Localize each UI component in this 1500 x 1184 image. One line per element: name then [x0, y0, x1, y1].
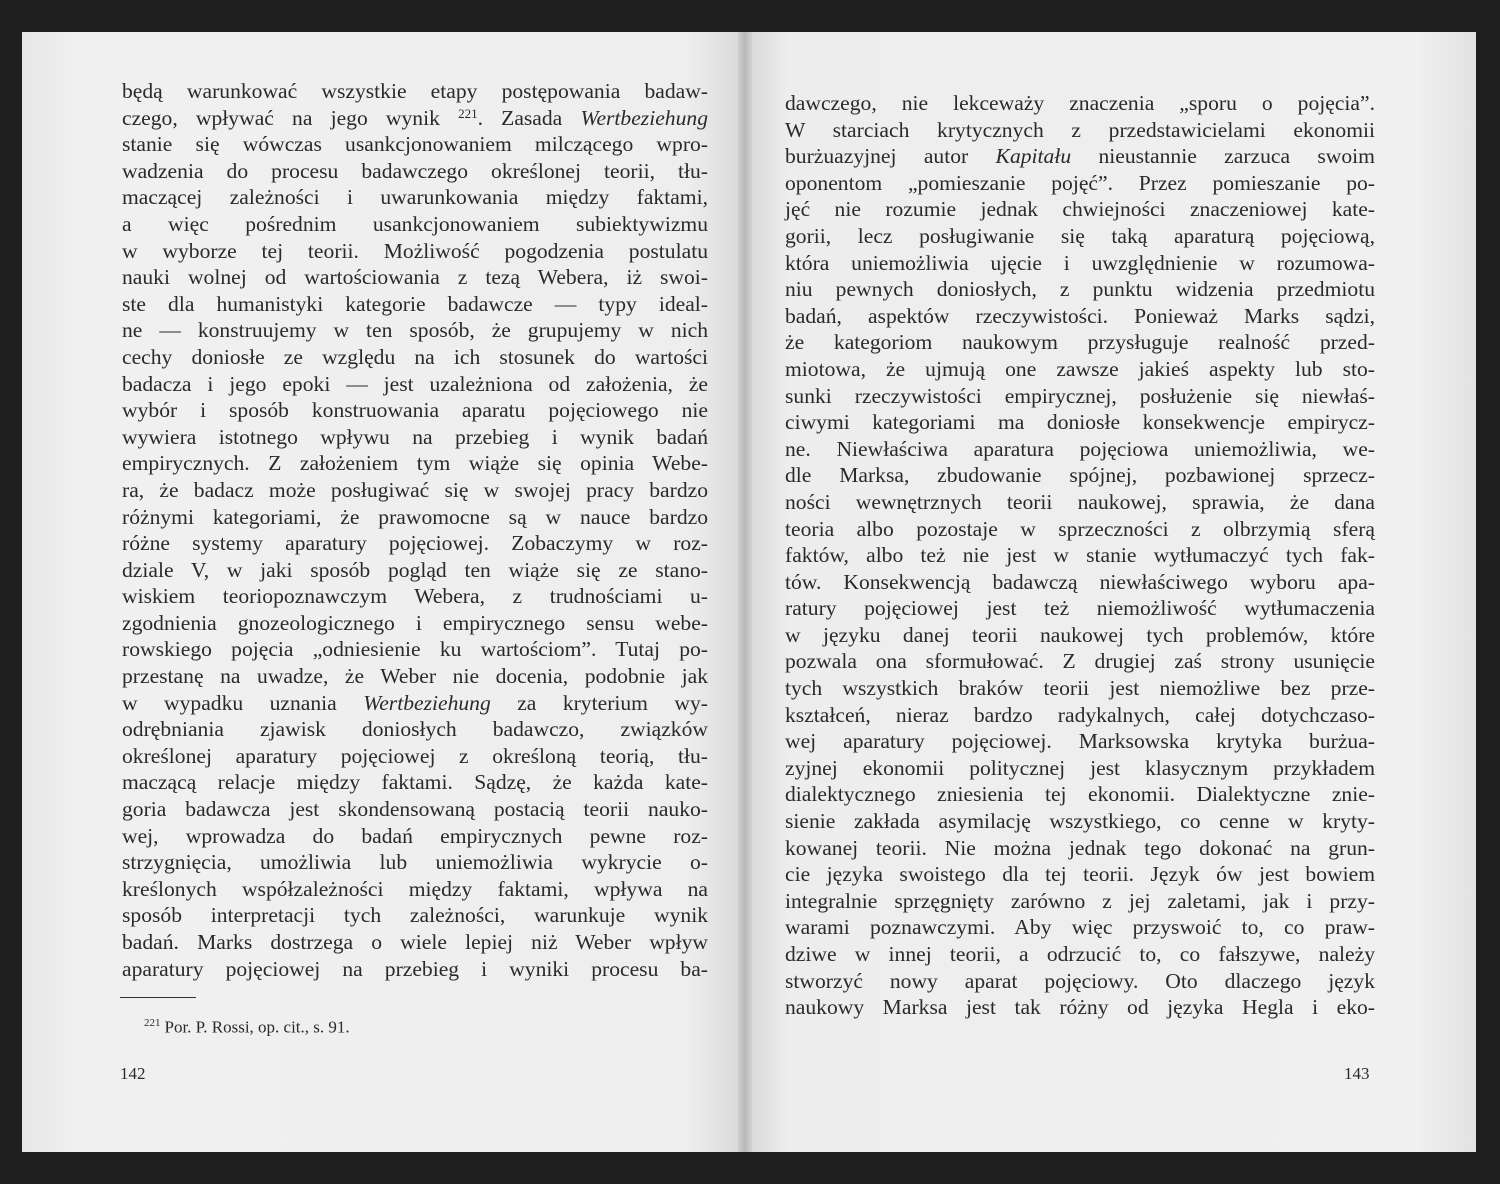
- right-text-line: w języku danej teorii naukowej tych problemów, które: [785, 622, 1375, 647]
- left-text-line: badacza i jego epoki — jest uzależniona od założenia, że: [122, 371, 708, 396]
- left-text-line: kreślonych współzależności między faktami, wpływa na: [122, 876, 708, 901]
- left-text-line: goria badawcza jest skondensowaną postacią teorii nauko-: [122, 797, 708, 822]
- footnote: [144, 1017, 350, 1038]
- left-text-line: wybór i sposób konstruowania aparatu pojęciowego nie: [122, 398, 708, 423]
- right-text-line: badań, aspektów rzeczywistości. Ponieważ Marks sądzi,: [785, 303, 1375, 328]
- right-text-line: cie języka swoistego dla tej teorii. Język ów jest bowiem: [785, 862, 1375, 887]
- right-text-line: dziwe w innej teorii, a odrzucić to, co fałszywe, należy: [785, 942, 1375, 966]
- right-text-line: że kategoriom naukowym przysługuje realność przed-: [785, 330, 1375, 355]
- page-number-left: 142: [120, 1064, 146, 1083]
- right-text-line: miotowa, że ujmują one zawsze jakieś aspekty lub sto-: [785, 356, 1375, 381]
- footnote-rule: [120, 997, 196, 998]
- left-text-line: wadzenia do procesu badawczego określonej teorii, tłu-: [122, 158, 708, 183]
- left-text-line: cechy doniosłe ze względu na ich stosunek do wartości: [122, 344, 708, 369]
- left-text-line: ste dla humanistyki kategorie badawcze — typy ideal-: [122, 291, 708, 316]
- right-text-line: niu pewnych doniosłych, z punktu widzenia przedmiotu: [785, 277, 1375, 302]
- right-text-line: zyjnej ekonomii politycznej jest klasycznym przykładem: [785, 755, 1375, 780]
- right-page-body-text: [785, 90, 1375, 1021]
- right-text-line: teoria albo pozostaje w sprzeczności z olbrzymią sferą: [785, 516, 1375, 541]
- footnote-number: 221: [144, 1017, 161, 1029]
- right-text-line: naukowy Marksa jest tak różny od języka Hegla i eko-: [785, 995, 1375, 1020]
- right-text-line: która uniemożliwia ujęcie i uwzględnienie w rozumowa-: [785, 250, 1375, 275]
- left-text-line: wiskiem teoriopoznawczym Webera, z trudnościami u-: [122, 584, 708, 609]
- left-text-line: dziale V, w jaki sposób pogląd ten wiąże się ze stano-: [122, 557, 708, 582]
- right-text-line: W starciach krytycznych z przedstawicielami ekonomii: [785, 117, 1375, 142]
- left-text-line: empirycznych. Z założeniem tym wiąże się opinia Webe-: [122, 451, 708, 476]
- left-text-line: odrębniania zjawisk doniosłych badawczo, związków: [122, 717, 708, 742]
- right-text-line: gorii, lecz posługiwanie się taką aparaturą pojęciową,: [785, 223, 1375, 248]
- left-text-line: wej, wprowadza do badań empirycznych pewne roz-: [122, 823, 708, 848]
- right-text-line: kowanej teorii. Nie można jednak tego dokonać na grun-: [785, 835, 1375, 860]
- right-text-line: stworzyć nowy aparat pojęciowy. Oto dlaczego język: [785, 968, 1375, 993]
- right-text-line: dawczego, nie lekceważy znaczenia „sporu o pojęcia”.: [785, 91, 1375, 115]
- left-text-line: sposób interpretacji tych zależności, warunkuje wynik: [122, 903, 708, 928]
- right-text-line: faktów, albo też nie jest w stanie wytłumaczyć tych fak-: [785, 543, 1375, 568]
- right-text-line: sienie zakłada asymilację wszystkiego, co cenne w kryty-: [785, 809, 1375, 834]
- book-gutter: [738, 32, 752, 1152]
- left-text-line: w wyborze tej teorii. Możliwość pogodzenia postulatu: [122, 238, 708, 263]
- footnote-text: Por. P. Rossi, op. cit., s. 91.: [164, 1017, 350, 1037]
- left-text-line: przestanę na uwadze, że Weber nie docenia, podobnie jak: [122, 664, 708, 689]
- right-text-line: wej aparatury pojęciowej. Marksowska krytyka burżua-: [785, 729, 1375, 754]
- right-text-line: tów. Konsekwencją badawczą niewłaściwego wyboru apa-: [785, 569, 1375, 594]
- left-text-line: stanie się wówczas usankcjonowaniem milczącego wpro-: [122, 132, 708, 157]
- left-text-line: strzygnięcia, umożliwia lub uniemożliwia wykrycie o-: [122, 850, 708, 875]
- left-text-line: czego, wpływać na jego wynik $^{221}$. Zasada Wertbeziehung: [122, 105, 708, 130]
- right-text-line: kształceń, nieraz bardzo radykalnych, całej dotychczaso-: [785, 702, 1375, 727]
- left-text-line: ne — konstruujemy w ten sposób, że grupujemy w nich: [122, 318, 708, 343]
- left-text-line: maczącą relacje między faktami. Sądzę, że każda kate-: [122, 770, 708, 795]
- right-text-line: dialektycznego zniesienia tej ekonomii. Dialektyczne znie-: [785, 782, 1375, 807]
- left-page: [22, 32, 744, 1152]
- left-text-line: ra, że badacz może posługiwać się w swojej pracy bardzo: [122, 477, 708, 502]
- left-text-line: wywiera istotnego wpływu na przebieg i wynik badań: [122, 424, 708, 449]
- right-text-line: ne. Niewłaściwa aparatura pojęciowa uniemożliwia, we-: [785, 436, 1375, 461]
- right-text-line: pozwala ona sformułować. Z drugiej zaś strony usunięcie: [785, 649, 1375, 674]
- left-text-line: aparatury pojęciowej na przebieg i wyniki procesu ba-: [122, 956, 708, 981]
- right-text-line: ności wewnętrznych teorii naukowej, sprawia, że dana: [785, 489, 1375, 514]
- right-text-line: warami poznawczymi. Aby więc przyswoić to, co praw-: [785, 915, 1375, 940]
- left-text-line: rowskiego pojęcia „odniesienie ku wartościom”. Tutaj po-: [122, 637, 708, 662]
- left-text-line: określonej aparatury pojęciowej z określoną teorią, tłu-: [122, 743, 708, 768]
- page-number-right: 143: [1344, 1064, 1370, 1083]
- right-page: [744, 32, 1476, 1152]
- right-text-line: tych wszystkich braków teorii jest niemożliwe bez prze-: [785, 676, 1375, 701]
- left-text-line: różnymi kategoriami, że prawomocne są w nauce bardzo: [122, 504, 708, 529]
- left-text-line: w wypadku uznania Wertbeziehung za kryterium wy-: [122, 690, 708, 715]
- left-text-line: a więc pośrednim usankcjonowaniem subiektywizmu: [122, 211, 708, 236]
- right-text-line: ciwymi kategoriami ma doniosłe konsekwencje empirycz-: [785, 410, 1375, 435]
- left-text-line: różne systemy aparatury pojęciowej. Zobaczymy w roz-: [122, 531, 708, 556]
- left-text-line: nauki wolnej od wartościowania z tezą Webera, iż swoi-: [122, 265, 708, 290]
- left-text-line: badań. Marks dostrzega o wiele lepiej niż Weber wpływ: [122, 930, 708, 954]
- right-text-line: jęć nie rozumie jednak chwiejności znaczeniowej kate-: [785, 197, 1375, 222]
- left-text-line: zgodnienia gnozeologicznego i empirycznego sensu webe-: [122, 610, 708, 635]
- right-text-line: oponentom „pomieszanie pojęć”. Przez pomieszanie po-: [785, 170, 1375, 195]
- right-text-line: integralnie sprzęgnięty zarówno z jej zaletami, jak i przy-: [785, 888, 1375, 913]
- right-text-line: ratury pojęciowej jest też niemożliwość wytłumaczenia: [785, 596, 1375, 621]
- right-text-line: dle Marksa, zbudowanie spójnej, pozbawionej sprzecz-: [785, 463, 1375, 488]
- right-text-line: burżuazyjnej autor Kapitału nieustannie zarzuca swoim: [785, 144, 1375, 169]
- right-text-line: sunki rzeczywistości empirycznej, posłużenie się niewłaś-: [785, 383, 1375, 408]
- left-text-line: będą warunkować wszystkie etapy postępowania badaw-: [122, 79, 708, 103]
- left-page-body-text: [122, 78, 708, 982]
- left-text-line: maczącej zależności i uwarunkowania między faktami,: [122, 185, 708, 210]
